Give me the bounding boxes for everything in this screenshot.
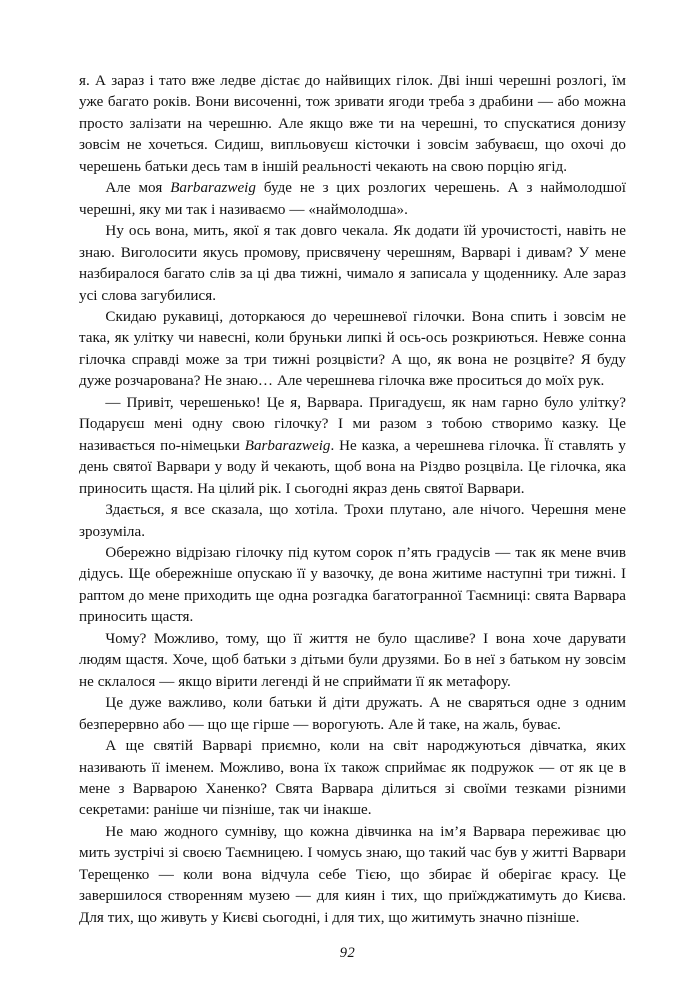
- page-text-body: [79, 71, 626, 929]
- page-number: 92: [339, 945, 356, 961]
- paragraph-2: [79, 178, 626, 221]
- paragraph-2-text-after-italic: буде не з цих розлогих черешень. А з наймолодшої черешні, яку ми так і називаємо — «наймолодша».: [79, 180, 626, 218]
- foreign-term-barbarazweig: Barbarazweig: [170, 180, 256, 197]
- paragraph-5-text-before-italic: — Привіт, черешенько! Це я, Варвара. Пригадуєш, як нам гарно було улітку? Подаруєш мені одну свою гілочку? І ми разом з тобою створимо казку. Це називається по-німецьки: [79, 394, 626, 454]
- paragraph-2-text-before-italic: Але моя: [105, 180, 171, 197]
- paragraph-8: Чому? Можливо, тому, що її життя не було щасливе? І вона хоче дарувати людям щастя. Хоче, щоб батьки з дітьми були друзями. Бо в неї з батьком ну зовсім не склалося — якщо вірити легенді й не сприймати її як метафору.: [79, 630, 626, 690]
- paragraph-7: Обережно відрізаю гілочку під кутом сорок п’ять градусів — так як мене вчив дідусь. Ще обережніше опускаю її у вазочку, де вона житиме наступні три тижні. І раптом до мене приходить ще одна розгадка багатогранної Таємниці: свята Варвара приносить щастя.: [79, 544, 626, 626]
- paragraph-6: Здається, я все сказала, що хотіла. Трохи плутано, але нічого. Черешня мене зрозуміла.: [79, 502, 626, 540]
- paragraph-9: Це дуже важливо, коли батьки й діти дружать. А не сваряться одне з одним безперервно або — що ще гірше — ворогують. Але й таке, на жаль, буває.: [79, 695, 626, 733]
- paragraph-5-dialogue: [79, 393, 626, 500]
- paragraph-3: Ну ось вона, мить, якої я так довго чекала. Як додати їй урочистості, навіть не знаю. Виголосити якусь промову, присвячену черешням, Варварі і дивам? У мене назбиралося багато слів за ці два тижні, чимало я записала у щоденнику. Але зараз усі слова загубилися.: [79, 223, 626, 304]
- paragraph-1: я. А зараз і тато вже ледве дістає до найвищих гілок. Дві інші черешні розлогі, їм уже багато років. Вони височенні, тож зривати ягоди треба з драбини — або можна просто залізати на черешню. Але якщо вже ти на черешні, то спускатися донизу зовсім не хочеться. Сидиш, випльовуєш кісточки і зовсім забуваєш, що охочі до черешень батьки десь там в іншій реальності чекають на свою порцію ягід.: [79, 73, 626, 175]
- paragraph-5-text-after-italic: . Не казка, а черешнева гілочка. Її ставлять у день святої Варвари у воду й чекають, щоб вона на Різдво розцвіла. Це гілочка, яка приносить щастя. На цілий рік. І сьогодні якраз день святої Варвари.: [79, 437, 626, 497]
- foreign-term-barbarazweig-2: Barbarazweig: [244, 437, 331, 454]
- paragraph-4: Скидаю рукавиці, доторкаюся до черешневої гілочки. Вона спить і зовсім не така, як улітку чи навесні, коли бруньки липкі й ось-ось розкриються. Невже сонна гілочка справді може за три тижні розцвісти? А що, як вона не розцвіте? Я буду дуже розчарована? Не знаю… Але черешнева гілочка вже проситься до моїх рук.: [79, 308, 626, 390]
- paragraph-11: Не маю жодного сумніву, що кожна дівчинка на ім’я Варвара переживає цю мить зустрічі зі своєю Таємницею. І чомусь знаю, що такий час був у житті Варвари Терещенко — коли вона відчула себе Тією, що збирає й оберігає красу. Це завершилося створенням музею — для киян і тих, що приїжджатимуть до Києва. Для тих, що живуть у Києві сьогодні, і для тих, що житимуть значно пізніше.: [79, 823, 626, 926]
- paragraph-10: А ще святій Варварі приємно, коли на світ народжуються дівчатка, яких називають її іменем. Можливо, вона їх також сприймає як подружок — от як це в мене з Варварою Ханенко? Свята Варвара ділиться зі своїми тезками різними секретами: раніше чи пізніше, так чи інакше.: [79, 738, 626, 819]
